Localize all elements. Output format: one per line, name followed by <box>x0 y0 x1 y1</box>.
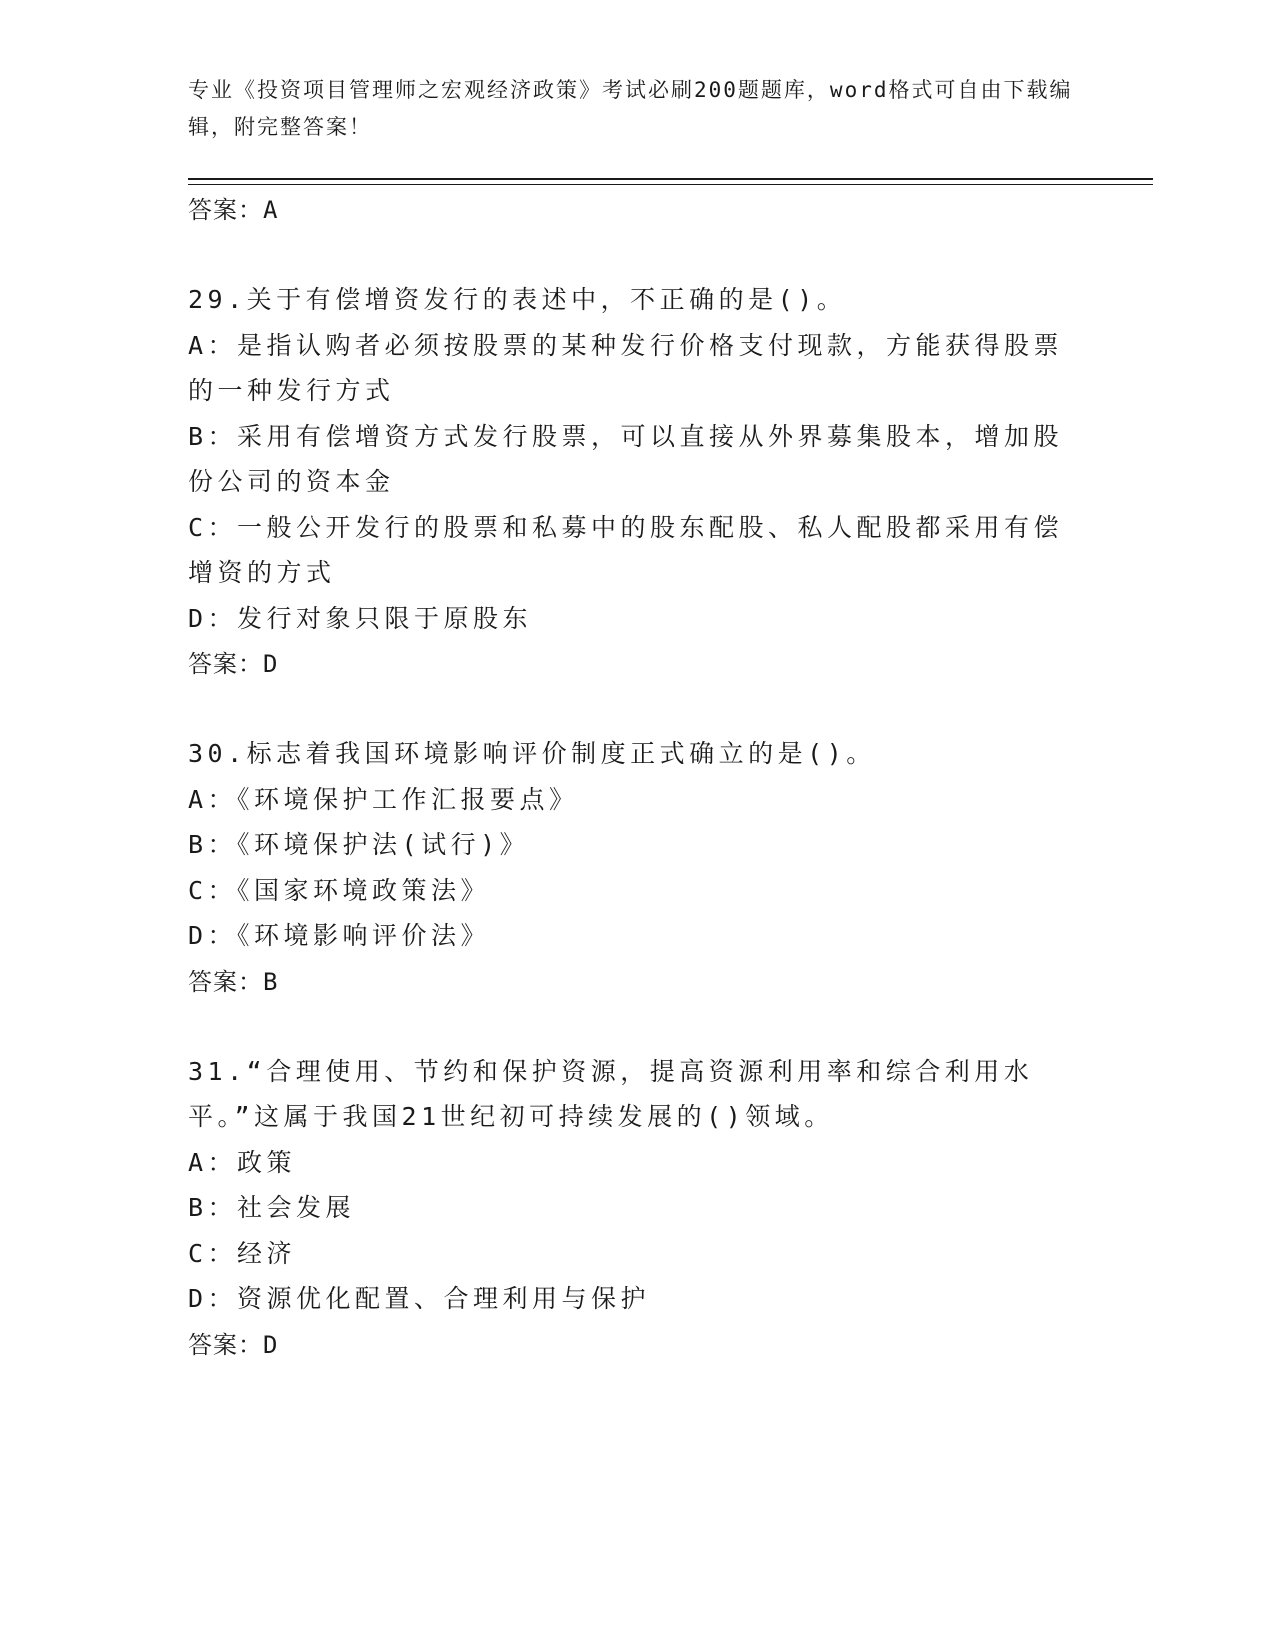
spacer <box>188 1005 1078 1049</box>
question-stem: 31.“合理使用、节约和保护资源，提高资源利用率和综合利用水平。”这属于我国21世纪初可持续发展的()领域。 <box>188 1056 1034 1131</box>
option-b: B：社会发展 <box>188 1193 356 1222</box>
option-b: B：采用有偿增资方式发行股票，可以直接从外界募集股本，增加股份公司的资本金 <box>188 421 1064 496</box>
option-d: D：资源优化配置、合理利用与保护 <box>188 1284 651 1313</box>
option-b: B：《环境保护法(试行)》 <box>188 830 530 859</box>
header-divider-thin <box>188 184 1153 185</box>
option-c: C：《国家环境政策法》 <box>188 875 491 905</box>
option-d: D：发行对象只限于原股东 <box>188 603 533 633</box>
option-a: A：政策 <box>188 1147 297 1177</box>
spacer <box>188 233 1078 277</box>
option-c: C：经济 <box>188 1238 297 1268</box>
spacer <box>188 687 1078 731</box>
question-stem: 29.关于有偿增资发行的表述中，不正确的是()。 <box>188 285 847 314</box>
question-stem: 30.标志着我国环境影响评价制度正式确立的是()。 <box>188 739 876 768</box>
option-c: C：一般公开发行的股票和私募中的股东配股、私人配股都采用有偿增资的方式 <box>188 512 1064 587</box>
question-list <box>188 187 1078 1368</box>
document-header: 专业《投资项目管理师之宏观经济政策》考试必刷200题题库，word格式可自由下载编辑，附完整答案！ <box>188 78 1073 139</box>
answer-line: 答案：A <box>188 196 279 224</box>
option-a: A：是指认购者必须按股票的某种发行价格支付现款，方能获得股票的一种发行方式 <box>188 330 1064 405</box>
answer-line: 答案：B <box>188 967 279 996</box>
answer-line: 答案：D <box>188 650 279 678</box>
question-block <box>188 1049 1078 1368</box>
option-d: D：《环境影响评价法》 <box>188 921 491 950</box>
question-block <box>188 277 1078 687</box>
question-block <box>188 731 1078 1005</box>
answer-line: 答案：D <box>188 1330 279 1359</box>
header-divider <box>188 178 1153 180</box>
option-a: A：《环境保护工作汇报要点》 <box>188 784 579 814</box>
